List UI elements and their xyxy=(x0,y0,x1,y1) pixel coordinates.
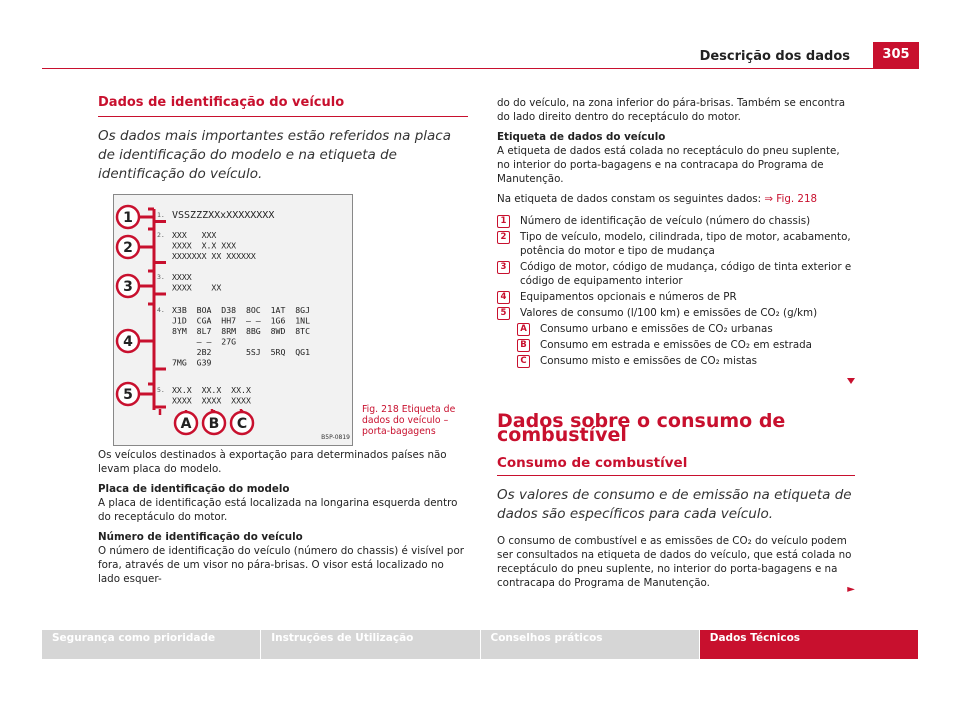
list-item xyxy=(497,290,855,304)
svg-text:C: C xyxy=(236,416,248,432)
figure-callout-4 xyxy=(117,330,139,352)
section-title-identification: Dados de identificação do veículo xyxy=(98,96,468,117)
list-item xyxy=(497,214,855,228)
data-label-diagram xyxy=(114,195,352,445)
fuel-consumption-text: O consumo de combustível e as emissões de CO₂ do veículo podem ser consultados na etiqueta de dados do veículo, que está colada no receptáculo do pneu suplente, no interior do porta-bagagens e na contracapa do Programa de Manutenção. xyxy=(497,535,852,589)
paragraph-vin: O número de identificação do veículo (número do chassis) é visível por fora, através de um visor no pára-brisas. O visor está localizado no lado esquer- xyxy=(98,545,464,585)
paragraph-model-plate: A placa de identificação está localizada na longarina esquerda dentro do receptáculo do motor. xyxy=(98,497,458,523)
list-text: Tipo de veículo, modelo, cilindrada, tipo de motor, acabamento, potência do motor e tipo de mudança xyxy=(520,231,851,257)
figure-line: XXXXXXX XX XXXXXX xyxy=(172,251,256,261)
list-item xyxy=(497,306,855,320)
sublist-badge: A xyxy=(517,323,530,336)
list-intro-text: Na etiqueta de dados constam os seguintes dados: xyxy=(497,193,762,205)
paragraph-data-label: A etiqueta de dados está colada no receptáculo do pneu suplente, no interior do porta-bagagens e na contracapa do Programa de Manutenção. xyxy=(497,145,840,185)
intro-fuel-consumption: Os valores de consumo e de emissão na etiqueta de dados são específicos para cada veículo. xyxy=(497,487,852,522)
figure-line: – – 27G xyxy=(172,336,237,347)
figure-code: B5P-0819 xyxy=(321,434,350,441)
heading-data-label: Etiqueta de dados do veículo xyxy=(497,131,666,143)
sublist-badge: C xyxy=(517,355,530,368)
list-text: Código de motor, código de mudança, código de tinta exterior e código de equipamento interior xyxy=(520,261,852,287)
figure-line: XX.X XX.X XX.X xyxy=(172,385,251,395)
list-text: Valores de consumo (l/100 km) e emissões de CO₂ (g/km) xyxy=(520,307,818,319)
heading-model-plate: Placa de identificação do modelo xyxy=(98,483,290,495)
list-text: Número de identificação de veículo (número do chassis) xyxy=(520,215,811,227)
figure-line: VSSZZZXXxXXXXXXXX xyxy=(172,210,275,221)
figure-line: XXXX XXXX XXXX xyxy=(172,395,251,406)
sublist-text: Consumo misto e emissões de CO₂ mistas xyxy=(540,355,758,367)
intro-identification: Os dados mais importantes estão referidos na placa de identificação do modelo e na etiqueta de identificação do veículo. xyxy=(98,128,452,182)
list-badge: 4 xyxy=(497,291,510,304)
sublist-text: Consumo em estrada e emissões de CO₂ em estrada xyxy=(540,339,812,351)
figure-callout-5 xyxy=(117,383,139,405)
figure-row-number: 4. xyxy=(157,306,165,314)
section-title-fuel-consumption: Consumo de combustível xyxy=(497,456,855,476)
sublist-item xyxy=(517,354,855,368)
figure-caption: Fig. 218 Etiqueta de dados do veículo – porta-bagagens xyxy=(362,404,456,437)
list-badge: 1 xyxy=(497,215,510,228)
figure-row-number: 3. xyxy=(157,273,165,281)
footer-nav xyxy=(42,630,919,659)
list-badge: 3 xyxy=(497,261,510,274)
figure-callout-2 xyxy=(117,236,139,258)
left-column xyxy=(98,96,468,592)
svg-text:2: 2 xyxy=(123,240,133,256)
figure-line: 8YM 8L7 8RM 8BG 8WD 8TC xyxy=(172,326,311,336)
figure-line: 7MG G39 xyxy=(172,357,212,368)
right-column xyxy=(497,96,855,597)
data-fields-list xyxy=(497,214,855,320)
header-rule xyxy=(42,68,919,69)
svg-text:3: 3 xyxy=(123,279,133,295)
list-badge: 2 xyxy=(497,231,510,244)
figure-callout-3 xyxy=(117,275,139,297)
chapter-title-fuel-data: Dados sobre o consumo de combustível xyxy=(497,410,786,446)
figure-callout-1 xyxy=(117,206,139,228)
figure-line: J1D CGA HH7 – – 1G6 1NL xyxy=(172,315,311,326)
heading-vin: Número de identificação do veículo xyxy=(98,531,303,543)
figure-row-number: 2. xyxy=(157,231,165,239)
figure-line: 2B2 5SJ 5RQ QG1 xyxy=(172,347,311,357)
svg-text:A: A xyxy=(180,416,192,432)
sublist-badge: B xyxy=(517,339,530,352)
sublist-item xyxy=(517,322,855,336)
section-end-marker xyxy=(497,374,855,388)
triangle-down-icon xyxy=(847,378,855,384)
figure-row-number: 5. xyxy=(157,386,165,394)
figure-block xyxy=(98,194,468,448)
paragraph-export: Os veículos destinados à exportação para determinados países não levam placa do modelo. xyxy=(98,449,447,475)
svg-text:1: 1 xyxy=(123,210,133,226)
figure-218 xyxy=(113,194,353,446)
list-badge: 5 xyxy=(497,307,510,320)
svg-text:4: 4 xyxy=(123,334,133,350)
triangle-right-icon: ► xyxy=(847,584,855,595)
figure-line: XXX XXX xyxy=(172,230,217,240)
paragraph-vin-continued: do do veículo, na zona inferior do pára-brisas. Também se encontra do lado direito dentro do receptáculo do motor. xyxy=(497,97,846,123)
list-item xyxy=(497,230,855,258)
page-number: 305 xyxy=(873,42,919,68)
figure-line: XXXX xyxy=(172,272,192,282)
figure-line: X3B BOA D38 8OC 1AT 8GJ xyxy=(172,305,311,315)
paragraph-list-intro xyxy=(497,192,855,206)
figure-row-number: 1. xyxy=(157,211,165,219)
footer-tab[interactable]: Dados Técnicos xyxy=(700,630,919,659)
sublist-item xyxy=(517,338,855,352)
figure-line: XXXX XX xyxy=(172,282,222,293)
sublist-text: Consumo urbano e emissões de CO₂ urbanas xyxy=(540,323,773,335)
footer-tab[interactable]: Segurança como prioridade xyxy=(42,630,261,659)
figure-line: XXXX X.X XXX xyxy=(172,240,237,251)
svg-text:B: B xyxy=(208,416,220,432)
list-item xyxy=(497,260,855,288)
footer-tab[interactable]: Instruções de Utilização xyxy=(261,630,480,659)
footer-tab[interactable]: Conselhos práticos xyxy=(481,630,700,659)
svg-text:5: 5 xyxy=(123,387,133,403)
list-text: Equipamentos opcionais e números de PR xyxy=(520,291,737,303)
page-header-title: Descrição dos dados xyxy=(699,49,850,64)
figure-reference-link[interactable]: ⇒ Fig. 218 xyxy=(764,193,818,205)
consumption-sublist xyxy=(497,322,855,368)
